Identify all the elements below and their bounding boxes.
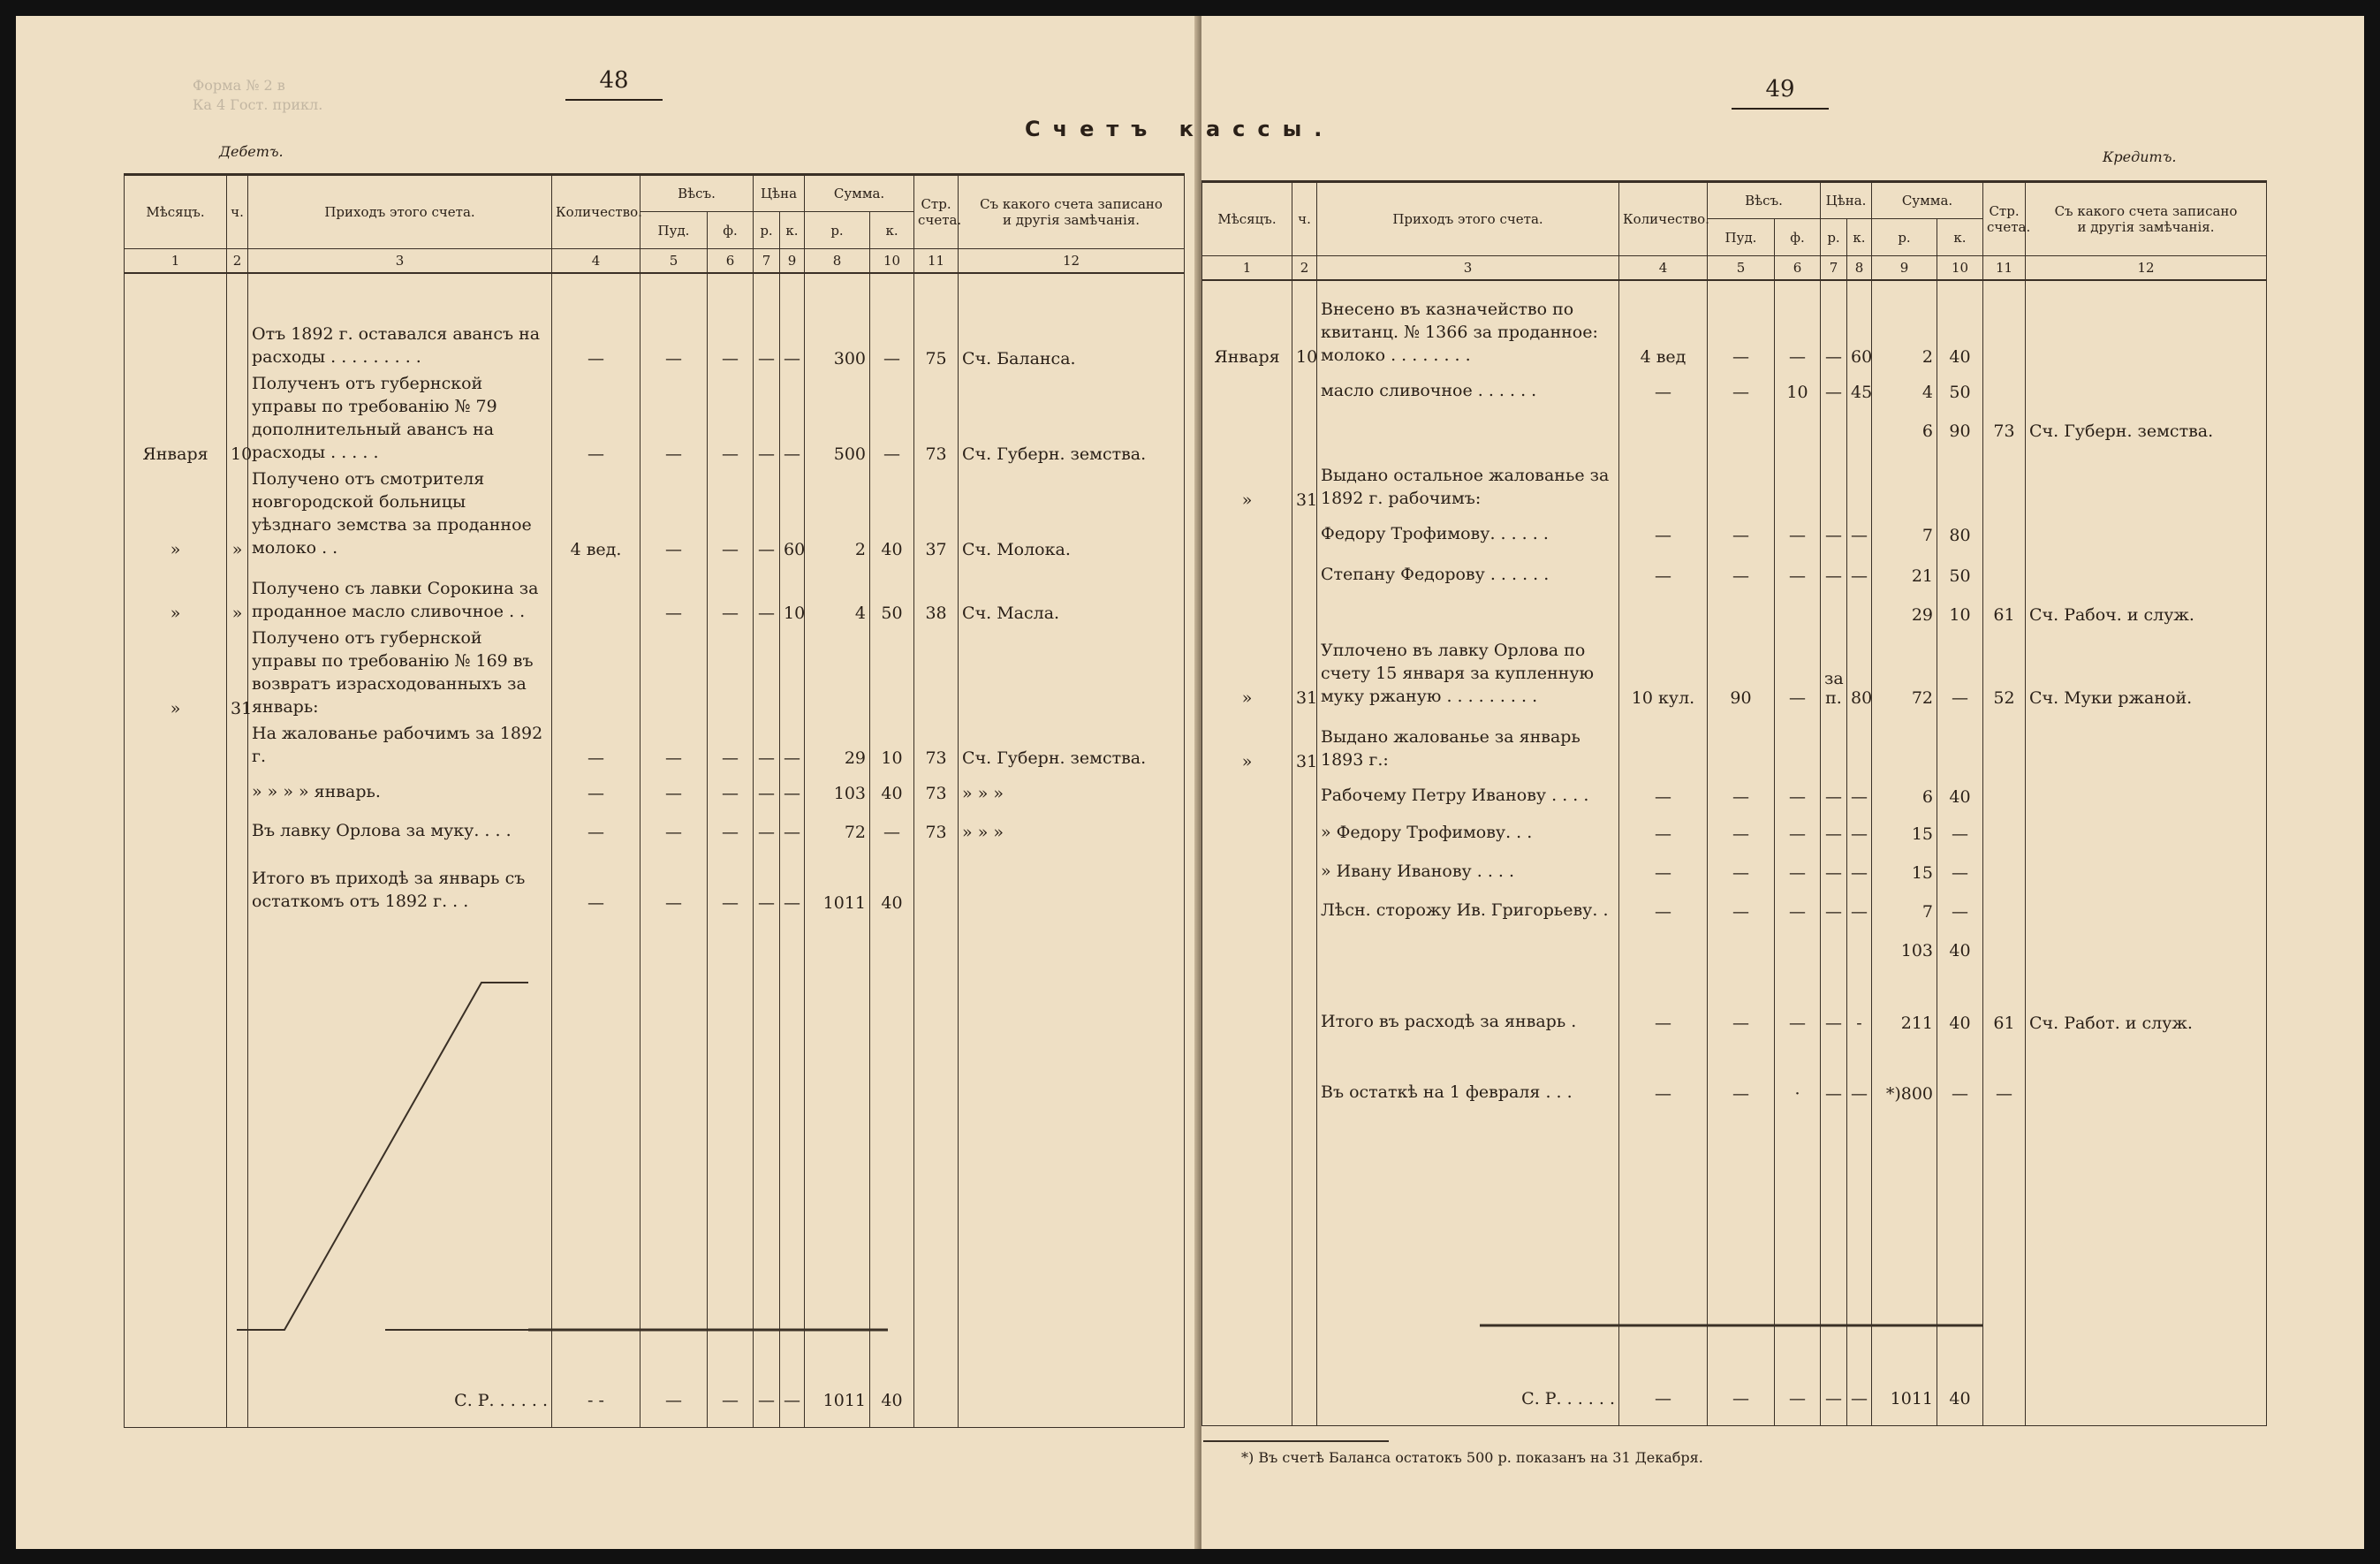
row-sum-r: 500: [805, 370, 870, 466]
row-price-k: 10: [780, 561, 805, 625]
row-price-k: —: [780, 844, 805, 915]
row-month: »: [125, 625, 227, 720]
row-price-k: —: [780, 370, 805, 466]
row-price-k: 60: [780, 466, 805, 561]
row-remark: » » »: [959, 805, 1185, 844]
row-quantity: —: [1619, 773, 1708, 809]
col-page-ref-line1: Стр.: [921, 196, 951, 212]
row-weight-f: —: [708, 770, 754, 805]
row-price-k: —: [1847, 884, 1872, 923]
row-weight-f: —: [708, 273, 754, 370]
row-price-k: —: [780, 770, 805, 805]
row-remark: Сч. Масла.: [959, 561, 1185, 625]
row-quantity: —: [1619, 1035, 1708, 1105]
col-month: Мѣсяцъ.: [1202, 182, 1292, 256]
col-price-k: к.: [1847, 219, 1872, 256]
column-number: 6: [708, 249, 754, 274]
row-sum-k: 50: [870, 561, 914, 625]
col-sum-k: к.: [1937, 219, 1983, 256]
row-price-k: —: [1847, 773, 1872, 809]
row-sum-r: 29: [1872, 588, 1937, 626]
column-number: 10: [1937, 256, 1983, 281]
row-sum-k: 10: [1937, 588, 1983, 626]
total-sum-r: 1011: [1872, 1373, 1937, 1426]
row-weight-f: —: [1775, 962, 1821, 1035]
row-price-k: —: [780, 273, 805, 370]
row-price-r: —: [754, 273, 780, 370]
row-description: Степану Федорову . . . . . .: [1317, 547, 1619, 588]
column-number: 10: [870, 249, 914, 274]
row-price-r: —: [1821, 846, 1847, 884]
row-sum-r: 29: [805, 720, 870, 770]
row-sum-k: 40: [870, 466, 914, 561]
row-month: »: [1202, 710, 1292, 773]
row-weight-f: —: [1775, 280, 1821, 368]
credit-label: Кредитъ.: [2103, 148, 2177, 165]
column-number: 6: [1775, 256, 1821, 281]
col-remarks-line1: Съ какого счета записано: [980, 196, 1163, 212]
column-number: 11: [1983, 256, 2026, 281]
col-month: Мѣсяцъ.: [125, 175, 227, 249]
row-sum-r: 4: [805, 561, 870, 625]
col-price-k: к.: [780, 212, 805, 249]
row-price-k: 45: [1847, 368, 1872, 404]
column-number: 4: [552, 249, 640, 274]
col-weight-f: ф.: [708, 212, 754, 249]
column-number: 7: [754, 249, 780, 274]
row-weight-pud: 90: [1708, 626, 1775, 710]
row-sum-k: 80: [1937, 512, 1983, 547]
row-sum-r: 15: [1872, 809, 1937, 846]
row-price-r: —: [754, 844, 780, 915]
row-price-r: —: [1821, 280, 1847, 368]
row-sum-k: 40: [1937, 773, 1983, 809]
row-weight-f: —: [1775, 809, 1821, 846]
row-price-r: —: [1821, 809, 1847, 846]
total-quantity: - -: [552, 1375, 640, 1428]
column-number: 9: [1872, 256, 1937, 281]
col-remarks-line2: и другія замѣчанія.: [2077, 219, 2215, 235]
row-description: Внесено въ казначейство по квитанц. № 1366 за проданное: молоко . . . . . . . .: [1317, 280, 1619, 368]
stamp-line: Форма № 2 в: [193, 77, 285, 94]
row-sum-r: 6: [1872, 404, 1937, 443]
row-weight-pud: —: [1708, 962, 1775, 1035]
row-weight-pud: —: [640, 720, 708, 770]
total-sum-k: 40: [870, 1375, 914, 1428]
row-description: Въ лавку Орлова за муку. . . .: [248, 805, 552, 844]
row-sum-k: —: [870, 273, 914, 370]
row-description: Отъ 1892 г. оставался авансъ на расходы . . . . . . . . .: [248, 273, 552, 370]
col-page-ref-line1: Стр.: [1989, 203, 2020, 219]
row-weight-pud: —: [640, 770, 708, 805]
total-quantity: —: [1619, 1373, 1708, 1426]
col-sum: Сумма.: [805, 175, 914, 212]
total-price-r: —: [754, 1375, 780, 1428]
row-quantity: 10 кул.: [1619, 626, 1708, 710]
column-number: 1: [1202, 256, 1292, 281]
column-number: 9: [780, 249, 805, 274]
row-description: На жалованье рабочимъ за 1892 г.: [248, 720, 552, 770]
row-price-k: —: [1847, 547, 1872, 588]
row-month: »: [1202, 626, 1292, 710]
row-weight-pud: —: [1708, 773, 1775, 809]
row-sum-r: 6: [1872, 773, 1937, 809]
row-price-k: -: [1847, 962, 1872, 1035]
row-day: 10: [1292, 280, 1317, 368]
col-description: Приходъ этого счета.: [248, 175, 552, 249]
row-price-r: —: [754, 466, 780, 561]
col-weight-pud: Пуд.: [640, 212, 708, 249]
row-remark: Сч. Губерн. земства.: [959, 720, 1185, 770]
row-remark: Сч. Рабоч. и служ.: [2026, 588, 2267, 626]
right-page-number: 49: [1732, 76, 1829, 110]
row-price-r: —: [1821, 512, 1847, 547]
row-quantity: —: [1619, 512, 1708, 547]
row-weight-f: —: [708, 844, 754, 915]
row-day: 31: [227, 625, 248, 720]
row-description: Получено отъ губернской управы по требованію № 169 въ возвратъ израсходованныхъ за январь:: [248, 625, 552, 720]
column-number: 3: [1317, 256, 1619, 281]
row-sum-k: —: [1937, 809, 1983, 846]
row-price-k: 80: [1847, 626, 1872, 710]
row-sum-r: *)800: [1872, 1035, 1937, 1105]
row-remark: Сч. Муки ржаной.: [2026, 626, 2267, 710]
row-quantity: —: [552, 770, 640, 805]
total-weight-f: —: [708, 1375, 754, 1428]
col-day: ч.: [227, 175, 248, 249]
row-quantity: —: [1619, 962, 1708, 1035]
row-weight-f: —: [708, 720, 754, 770]
row-quantity: —: [1619, 846, 1708, 884]
column-number: 8: [805, 249, 870, 274]
row-remark: Сч. Губерн. земства.: [2026, 404, 2267, 443]
row-sum-k: —: [870, 370, 914, 466]
row-weight-pud: —: [640, 844, 708, 915]
row-month: Января: [125, 370, 227, 466]
col-sum-k: к.: [870, 212, 914, 249]
row-weight-f: —: [1775, 547, 1821, 588]
column-number: 11: [914, 249, 959, 274]
row-price-k: —: [1847, 512, 1872, 547]
total-weight-f: —: [1775, 1373, 1821, 1426]
row-sum-k: 40: [870, 770, 914, 805]
col-weight-pud: Пуд.: [1708, 219, 1775, 256]
total-price-k: —: [780, 1375, 805, 1428]
row-price-r: —: [754, 561, 780, 625]
row-day: 31: [1292, 710, 1317, 773]
row-sum-k: —: [1937, 884, 1983, 923]
total-sum-k: 40: [1937, 1373, 1983, 1426]
row-weight-pud: —: [640, 370, 708, 466]
row-weight-f: —: [1775, 626, 1821, 710]
row-day: 10: [227, 370, 248, 466]
row-sum-r: 7: [1872, 512, 1937, 547]
col-weight: Вѣсъ.: [1708, 182, 1821, 219]
row-quantity: —: [1619, 547, 1708, 588]
row-remark: Сч. Работ. и служ.: [2026, 962, 2267, 1035]
row-weight-pud: —: [640, 805, 708, 844]
row-weight-f: —: [708, 805, 754, 844]
row-weight-pud: —: [1708, 547, 1775, 588]
row-sum-k: 50: [1937, 368, 1983, 404]
row-description: Рабочему Петру Иванову . . . .: [1317, 773, 1619, 809]
row-sum-r: 7: [1872, 884, 1937, 923]
row-weight-pud: —: [640, 273, 708, 370]
row-price-r: —: [754, 770, 780, 805]
row-price-r: —: [1821, 368, 1847, 404]
row-weight-pud: —: [1708, 512, 1775, 547]
row-sum-r: 15: [1872, 846, 1937, 884]
row-description: Получено съ лавки Сорокина за проданное масло сливочное . .: [248, 561, 552, 625]
row-description: Лѣсн. сторожу Ив. Григорьеву. .: [1317, 884, 1619, 923]
row-sum-r: 72: [1872, 626, 1937, 710]
row-price-r: —: [754, 805, 780, 844]
row-description: Полученъ отъ губернской управы по требованію № 79 дополнительный авансъ на расходы . . . . .: [248, 370, 552, 466]
row-description: Получено отъ смотрителя новгородской больницы уѣзднаго земства за проданное молоко . .: [248, 466, 552, 561]
row-weight-f: —: [708, 561, 754, 625]
page-title: Счетъ кассы.: [1025, 117, 1335, 141]
total-price-r: —: [1821, 1373, 1847, 1426]
row-description: Итого въ расходѣ за январь .: [1317, 962, 1619, 1035]
row-sum-r: 21: [1872, 547, 1937, 588]
row-page-ref: 73: [914, 720, 959, 770]
row-weight-f: —: [708, 466, 754, 561]
row-page-ref: 75: [914, 273, 959, 370]
row-sum-k: —: [1937, 1035, 1983, 1105]
row-page-ref: 61: [1983, 962, 2026, 1035]
row-page-ref: 73: [914, 370, 959, 466]
row-page-ref: 38: [914, 561, 959, 625]
row-description: » Ивану Иванову . . . .: [1317, 846, 1619, 884]
row-page-ref: 73: [914, 805, 959, 844]
row-description: Федору Трофимову. . . . . .: [1317, 512, 1619, 547]
row-sum-k: 50: [1937, 547, 1983, 588]
row-price-k: —: [1847, 1035, 1872, 1105]
row-sum-k: —: [870, 805, 914, 844]
row-page-ref: 61: [1983, 588, 2026, 626]
row-month: »: [1202, 443, 1292, 512]
row-sum-k: 40: [1937, 280, 1983, 368]
row-remark: Сч. Молока.: [959, 466, 1185, 561]
column-number: 2: [227, 249, 248, 274]
row-month: »: [125, 466, 227, 561]
row-sum-k: 40: [870, 844, 914, 915]
row-weight-f: —: [1775, 773, 1821, 809]
row-remark: » » »: [959, 770, 1185, 805]
debit-label: Дебетъ.: [219, 143, 284, 160]
col-quantity: Количество.: [1619, 182, 1708, 256]
col-page-ref-line2: счета.: [918, 212, 962, 228]
row-day: »: [227, 561, 248, 625]
row-quantity: —: [1619, 368, 1708, 404]
col-sum: Сумма.: [1872, 182, 1983, 219]
row-sum-r: 300: [805, 273, 870, 370]
column-number: 2: [1292, 256, 1317, 281]
row-quantity: —: [1619, 809, 1708, 846]
column-number: 4: [1619, 256, 1708, 281]
row-description: Уплочено въ лавку Орлова по счету 15 января за купленную муку ржаную . . . . . . . . .: [1317, 626, 1619, 710]
left-blank-fill-line: [237, 983, 528, 1330]
row-quantity: 4 вед.: [552, 466, 640, 561]
row-quantity: 4 вед: [1619, 280, 1708, 368]
row-sum-k: 40: [1937, 923, 1983, 962]
row-sum-k: —: [1937, 846, 1983, 884]
total-price-k: —: [1847, 1373, 1872, 1426]
row-price-k: 60: [1847, 280, 1872, 368]
row-sum-k: 90: [1937, 404, 1983, 443]
row-quantity: —: [552, 844, 640, 915]
row-remark: Сч. Губерн. земства.: [959, 370, 1185, 466]
row-quantity: —: [552, 720, 640, 770]
row-weight-pud: —: [640, 466, 708, 561]
row-sum-r: 211: [1872, 962, 1937, 1035]
column-number: 3: [248, 249, 552, 274]
col-price: Цѣна: [754, 175, 805, 212]
col-weight-f: ф.: [1775, 219, 1821, 256]
row-price-k: —: [780, 720, 805, 770]
row-price-r: —: [1821, 773, 1847, 809]
row-sum-r: 103: [805, 770, 870, 805]
row-weight-f: —: [1775, 846, 1821, 884]
total-label: С. Р. . . . . .: [248, 1375, 552, 1428]
row-quantity: —: [552, 805, 640, 844]
row-description: » Федору Трофимову. . .: [1317, 809, 1619, 846]
row-sum-k: 10: [870, 720, 914, 770]
row-month: Января: [1202, 280, 1292, 368]
row-price-r: —: [1821, 547, 1847, 588]
column-number: 1: [125, 249, 227, 274]
row-description: Выдано остальное жалованье за 1892 г. рабочимъ:: [1317, 443, 1619, 512]
row-description: Выдано жалованье за январь 1893 г.:: [1317, 710, 1619, 773]
col-weight: Вѣсъ.: [640, 175, 754, 212]
row-description: Въ остаткѣ на 1 февраля . . .: [1317, 1035, 1619, 1105]
col-quantity: Количество.: [552, 175, 640, 249]
row-month: »: [125, 561, 227, 625]
column-number: 7: [1821, 256, 1847, 281]
row-weight-pud: —: [1708, 368, 1775, 404]
column-number: 5: [1708, 256, 1775, 281]
total-weight-pud: —: [1708, 1373, 1775, 1426]
total-weight-pud: —: [640, 1375, 708, 1428]
row-remark: Сч. Баланса.: [959, 273, 1185, 370]
col-sum-r: р.: [805, 212, 870, 249]
row-weight-f: ·: [1775, 1035, 1821, 1105]
col-price-r: р.: [754, 212, 780, 249]
row-weight-pud: —: [1708, 809, 1775, 846]
row-sum-r: 1011: [805, 844, 870, 915]
column-number: 5: [640, 249, 708, 274]
row-price-r: —: [1821, 962, 1847, 1035]
col-day: ч.: [1292, 182, 1317, 256]
stamp-line: Ка 4 Гост. прикл.: [193, 96, 323, 113]
row-price-r: —: [754, 720, 780, 770]
row-description: масло сливочное . . . . . .: [1317, 368, 1619, 404]
row-description: » » » » январь.: [248, 770, 552, 805]
column-number: 12: [959, 249, 1185, 274]
left-page-number: 48: [565, 67, 663, 101]
row-quantity: —: [552, 370, 640, 466]
column-number: 8: [1847, 256, 1872, 281]
row-weight-pud: —: [1708, 1035, 1775, 1105]
row-weight-f: —: [1775, 512, 1821, 547]
row-price-k: —: [780, 805, 805, 844]
row-quantity: —: [552, 273, 640, 370]
row-sum-r: 103: [1872, 923, 1937, 962]
row-price-r: —: [1821, 884, 1847, 923]
col-remarks-line1: Съ какого счета записано: [2054, 203, 2238, 219]
footnote: *) Въ счетѣ Баланса остатокъ 500 р. показанъ на 31 Декабря.: [1241, 1449, 1703, 1466]
footnote-rule: [1203, 1440, 1389, 1442]
row-price-r: за п.: [1821, 626, 1847, 710]
row-sum-r: 72: [805, 805, 870, 844]
col-price: Цѣна.: [1821, 182, 1872, 219]
row-day: »: [227, 466, 248, 561]
row-page-ref: 73: [1983, 404, 2026, 443]
row-weight-pud: —: [640, 561, 708, 625]
row-weight-pud: —: [1708, 884, 1775, 923]
row-sum-r: 2: [1872, 280, 1937, 368]
row-page-ref: —: [1983, 1035, 2026, 1105]
total-sum-r: 1011: [805, 1375, 870, 1428]
row-price-k: —: [1847, 809, 1872, 846]
row-page-ref: 52: [1983, 626, 2026, 710]
column-number: 12: [2026, 256, 2267, 281]
row-weight-pud: —: [1708, 280, 1775, 368]
row-price-r: —: [1821, 1035, 1847, 1105]
row-day: 31: [1292, 626, 1317, 710]
row-description: Итого въ приходѣ за январь съ остаткомъ отъ 1892 г. . .: [248, 844, 552, 915]
row-price-r: —: [754, 370, 780, 466]
row-weight-f: —: [708, 370, 754, 466]
row-weight-f: —: [1775, 884, 1821, 923]
col-sum-r: р.: [1872, 219, 1937, 256]
col-page-ref-line2: счета.: [1987, 219, 2031, 235]
col-remarks-line2: и другія замѣчанія.: [1003, 212, 1141, 228]
row-sum-k: 40: [1937, 962, 1983, 1035]
row-page-ref: 37: [914, 466, 959, 561]
total-label: С. Р. . . . . .: [1317, 1373, 1619, 1426]
col-description: Приходъ этого счета.: [1317, 182, 1619, 256]
row-weight-f: 10: [1775, 368, 1821, 404]
row-day: 31: [1292, 443, 1317, 512]
row-sum-k: —: [1937, 626, 1983, 710]
row-quantity: —: [1619, 884, 1708, 923]
row-sum-r: 4: [1872, 368, 1937, 404]
row-price-k: —: [1847, 846, 1872, 884]
col-price-r: р.: [1821, 219, 1847, 256]
row-weight-pud: —: [1708, 846, 1775, 884]
row-page-ref: 73: [914, 770, 959, 805]
row-sum-r: 2: [805, 466, 870, 561]
